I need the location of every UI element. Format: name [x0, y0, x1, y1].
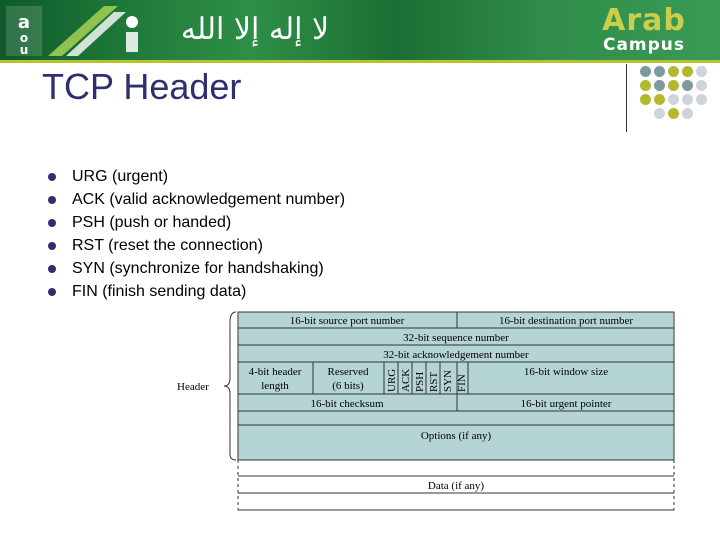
- decor-dot: [640, 94, 651, 105]
- window-size-field: 16-bit window size: [523, 366, 609, 378]
- seq-number-field: 32-bit sequence number: [403, 332, 509, 344]
- header-length-field-2: length: [261, 380, 289, 392]
- bullet-syn: SYN (synchronize for handshaking): [44, 257, 345, 280]
- bullet-urg: URG (urgent): [44, 165, 345, 188]
- svg-text:u: u: [19, 43, 29, 57]
- decor-dot: [668, 94, 679, 105]
- decor-dot: [654, 80, 665, 91]
- flag-bullet-list: [44, 165, 345, 303]
- flag-syn: SYN: [442, 369, 454, 392]
- urgent-pointer-field: 16-bit urgent pointer: [520, 398, 612, 410]
- svg-text:a: a: [17, 12, 31, 33]
- dst-port-field: 16-bit destination port number: [498, 315, 634, 327]
- options-field: Options (if any): [420, 430, 492, 442]
- decor-dot: [640, 66, 651, 77]
- header-length-field: 4-bit header: [248, 366, 302, 378]
- decor-dot: [682, 66, 693, 77]
- decor-dot: [654, 108, 665, 119]
- brand-main: Arab: [602, 3, 686, 38]
- decor-dot: [668, 80, 679, 91]
- decorative-dots: [638, 64, 710, 120]
- data-field: Data (if any): [427, 480, 485, 492]
- flag-ack: ACK: [400, 368, 412, 392]
- slide-title: TCP Header: [42, 66, 242, 107]
- flag-psh: PSH: [414, 371, 426, 392]
- decor-dot: [654, 66, 665, 77]
- decor-dot: [668, 108, 679, 119]
- reserved-field-2: (6 bits): [332, 380, 364, 392]
- bullet-psh: PSH (push or handed): [44, 211, 345, 234]
- decor-dot: [640, 80, 651, 91]
- brand-sub: Campus: [602, 35, 686, 55]
- decor-dot: [696, 80, 707, 91]
- reserved-field: Reserved: [327, 366, 369, 378]
- arab-campus-logo: [584, 3, 704, 56]
- bullet-fin: FIN (finish sending data): [44, 280, 345, 303]
- banner: [0, 0, 720, 62]
- aou-logo: [6, 4, 141, 58]
- bullet-rst: RST (reset the connection): [44, 234, 345, 257]
- svg-text:o: o: [19, 31, 29, 45]
- decor-dot: [682, 108, 693, 119]
- decor-dot: [654, 94, 665, 105]
- tcp-header-diagram: [170, 308, 678, 514]
- header-brace: [224, 312, 236, 460]
- flag-urg: URG: [386, 368, 398, 392]
- decor-dot: [682, 94, 693, 105]
- banner-divider: [0, 60, 720, 63]
- banner-calligraphy: ﻻ ﺇﻟﻪ ﺇﻻ ﺍﻟﻠﻪ: [180, 12, 330, 47]
- bullet-ack: ACK (valid acknowledgement number): [44, 188, 345, 211]
- src-port-field: 16-bit source port number: [289, 315, 405, 327]
- header-label: Header: [177, 381, 209, 393]
- decor-dot: [696, 94, 707, 105]
- decor-dot: [696, 66, 707, 77]
- flag-fin: FIN: [456, 374, 468, 392]
- decor-dot: [682, 80, 693, 91]
- flag-rst: RST: [428, 371, 440, 392]
- ack-number-field: 32-bit acknowledgement number: [383, 349, 529, 361]
- title-divider-line: [626, 64, 627, 132]
- decor-dot: [668, 66, 679, 77]
- checksum-field: 16-bit checksum: [310, 398, 384, 410]
